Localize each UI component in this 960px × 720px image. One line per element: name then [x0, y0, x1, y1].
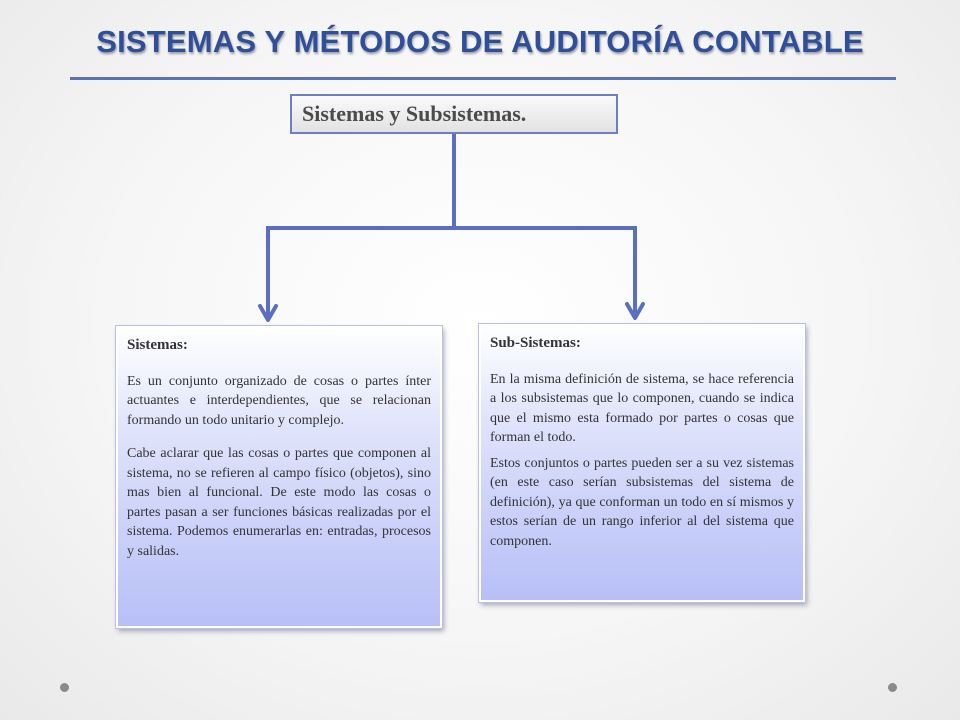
card-paragraph: Es un conjunto organizado de cosas o partes ínter actuantes e interdependientes, que se relacionan formando un todo unitario y complejo. [127, 373, 431, 428]
decorative-dot [60, 683, 69, 692]
card-heading: Sistemas: [127, 337, 188, 353]
root-node-label: Sistemas y Subsistemas. [302, 101, 527, 126]
card-sub-sistemas [479, 324, 805, 602]
card-paragraph: Cabe aclarar que las cosas o partes que componen al sistema, no se refieren al campo físico (objetos), sino mas bien al funcional. De este modo las cosas o partes pasan a ser funciones básicas realizadas por el sistema. Podemos enumerarlas en: entradas, procesos y salidas. [127, 446, 431, 559]
card-sistemas [116, 326, 442, 628]
card-heading: Sub-Sistemas: [490, 335, 581, 351]
decorative-dot [888, 683, 897, 692]
slide-title: SISTEMAS Y MÉTODOS DE AUDITORÍA CONTABLE [96, 24, 864, 59]
card-paragraph: En la misma definición de sistema, se hace referencia a los subsistemas que lo componen, cuando se indica que el mismo esta formado por partes o cosas que forman el todo. [490, 371, 794, 445]
card-paragraph: Estos conjuntos o partes pueden ser a su vez sistemas (en este caso serían subsistemas del sistema de definición), ya que conforman un todo en sí mismos y estos serían de un rango inferior al del sistema que componen. [490, 455, 794, 549]
